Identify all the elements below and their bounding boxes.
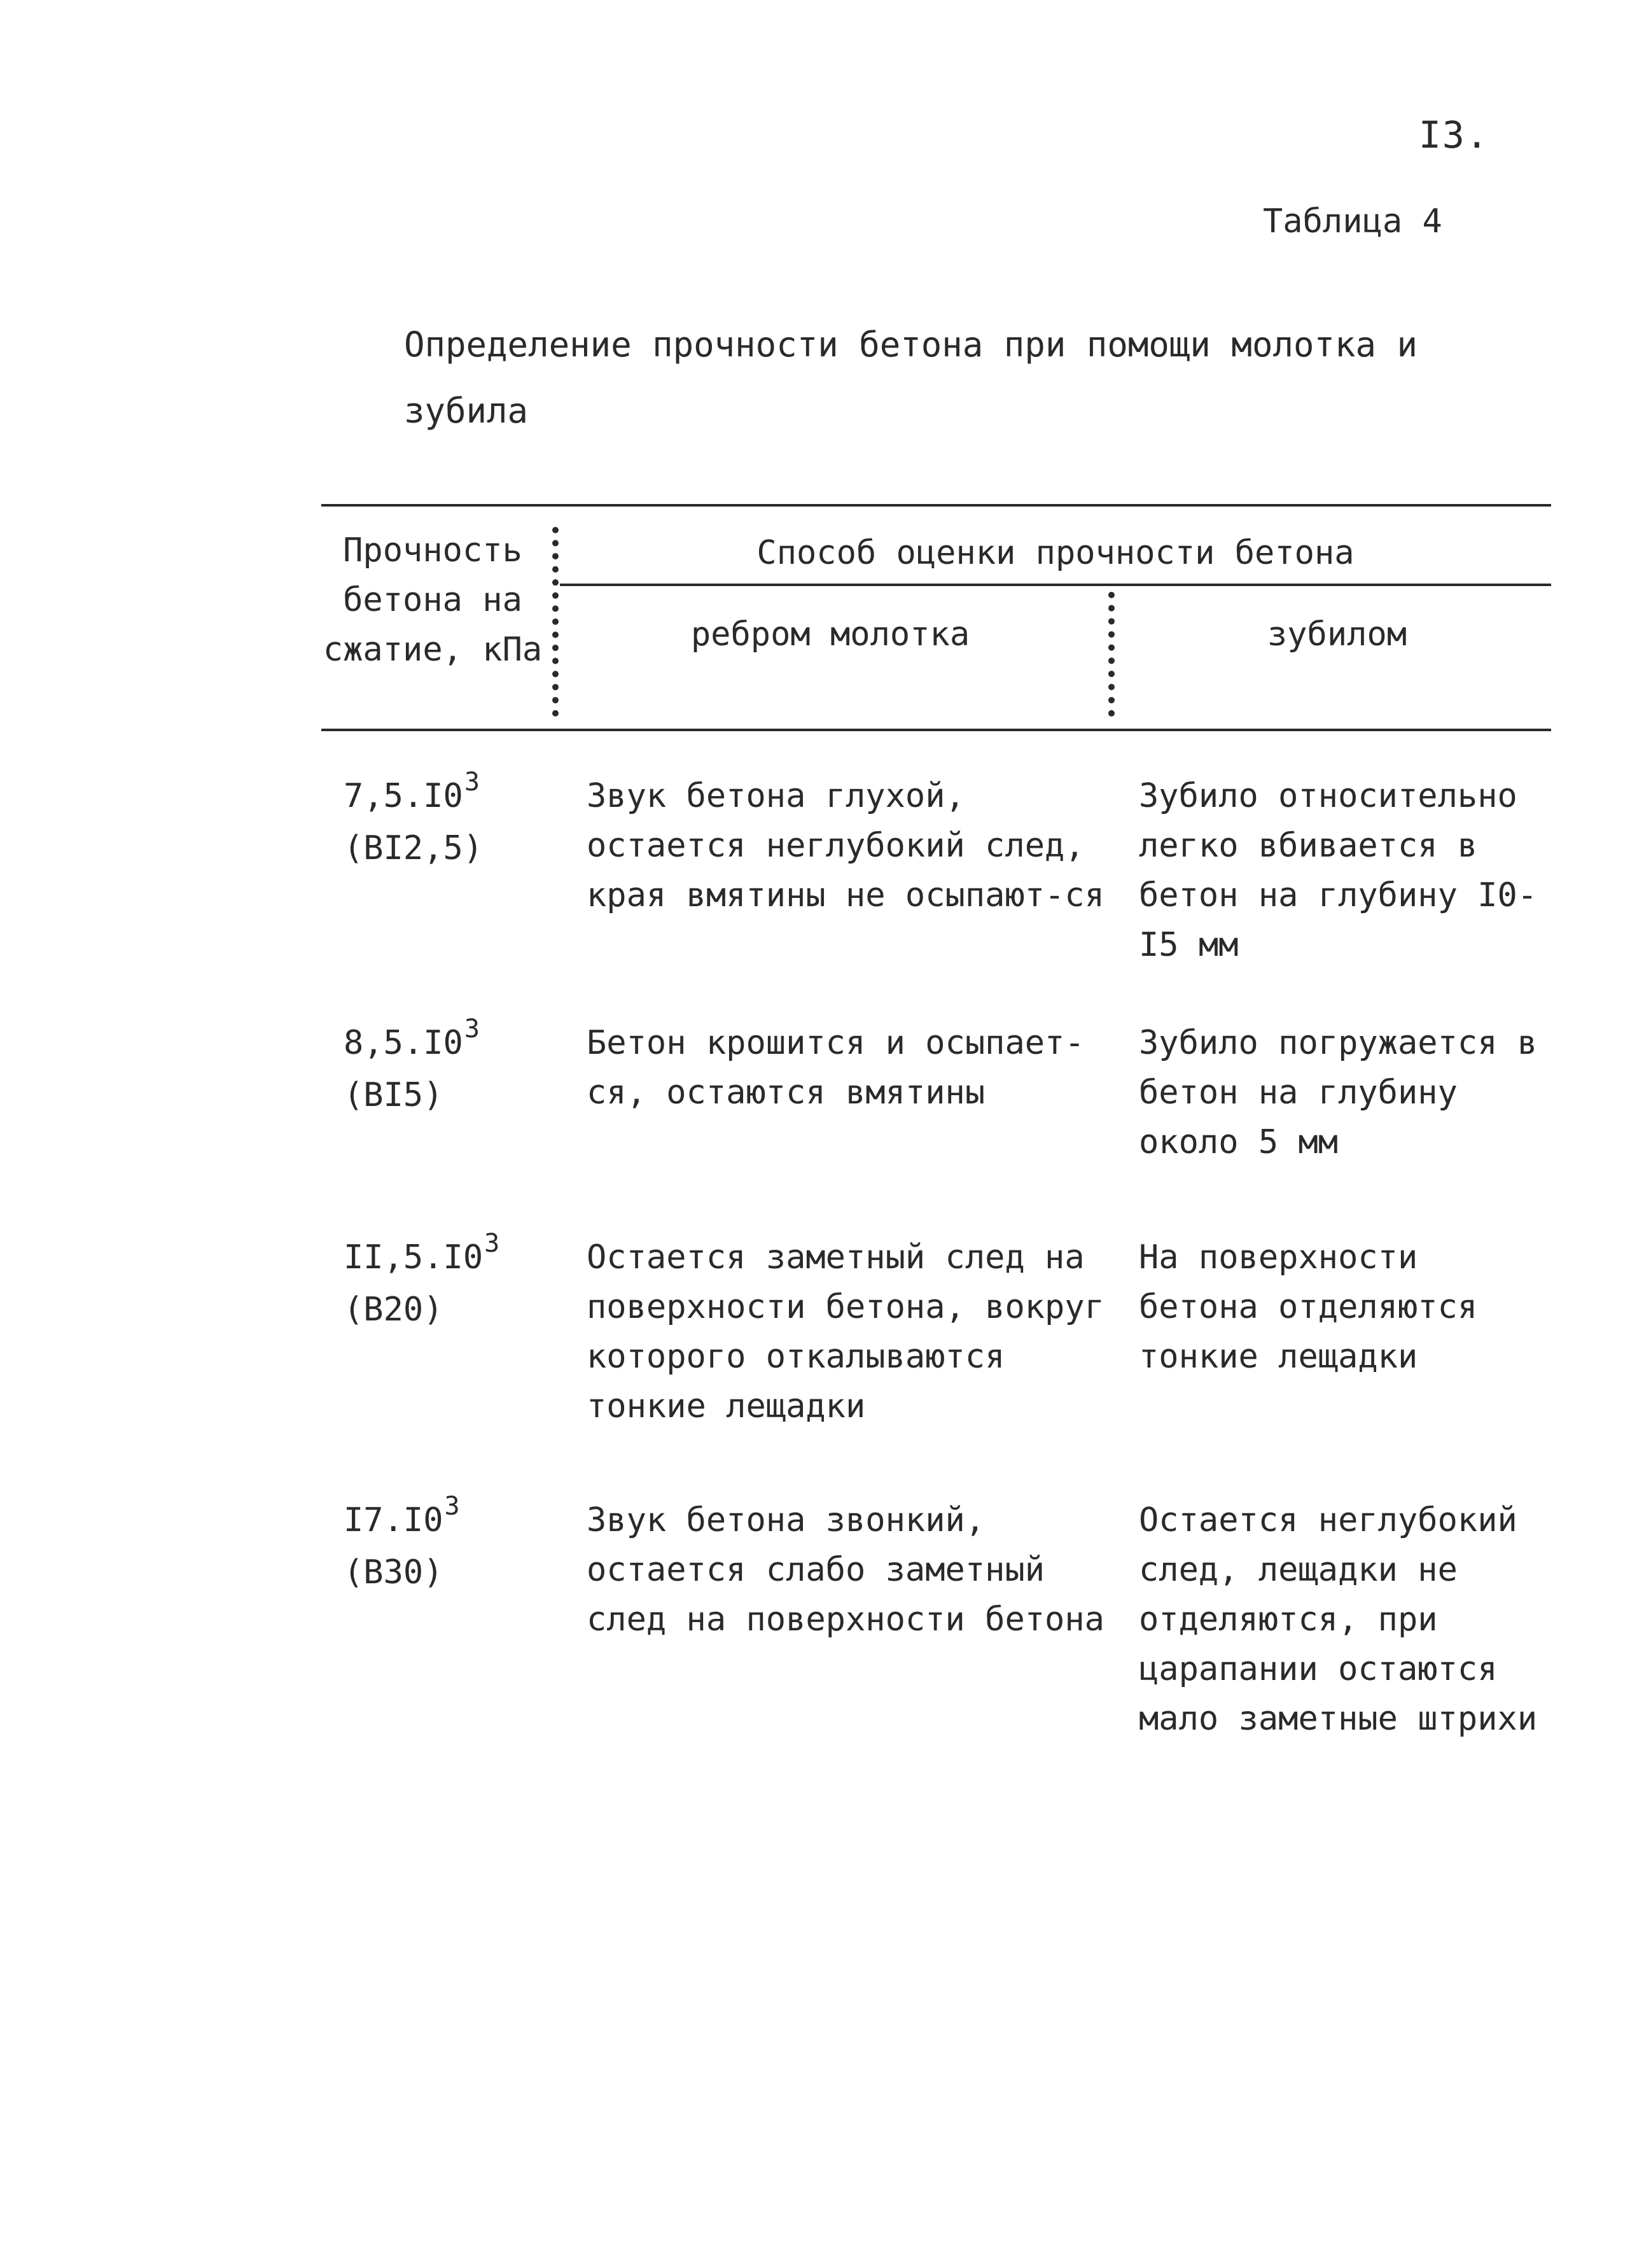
hammer-cell: Звук бетона глухой, остается неглубокий след, края вмятины не осыпают-ся — [587, 777, 1104, 914]
strength-value: II,5.I0 — [344, 1238, 484, 1277]
table-caption: Определение прочности бетона при помощи молотка и зубила — [404, 325, 1418, 431]
concrete-class: (B30) — [344, 1553, 443, 1592]
hammer-cell: Звук бетона звонкий, остается слабо заметный след на поверхности бетона — [587, 1501, 1104, 1639]
hammer-cell: Бетон крошится и осыпает-ся, остаются вмятины — [587, 1024, 1085, 1112]
strength-exponent: 3 — [464, 767, 480, 797]
table-label: Таблица 4 — [1263, 202, 1442, 241]
hammer-cell: Остается заметный след на поверхности бетона, вокруг которого откалываются тонкие лещадки — [587, 1238, 1104, 1425]
chisel-cell: На поверхности бетона отделяются тонкие лещадки — [1139, 1238, 1478, 1376]
header-dotted-separator-2 — [1108, 592, 1115, 717]
header-col-chisel: зубилом — [1267, 615, 1407, 654]
chisel-cell: Зубило погружается в бетон на глубину около 5 мм — [1139, 1024, 1538, 1161]
header-group-method: Способ оценки прочности бетона — [756, 534, 1355, 572]
strength-exponent: 3 — [484, 1229, 500, 1258]
strength-cell — [344, 1492, 547, 1597]
strength-cell — [344, 1229, 560, 1334]
strength-cell — [344, 1014, 547, 1120]
concrete-class: (B20) — [344, 1291, 443, 1329]
header-bottom-rule — [321, 729, 1551, 731]
concrete-class: (BI5) — [344, 1076, 443, 1114]
table-top-rule — [321, 504, 1551, 507]
strength-exponent: 3 — [444, 1492, 460, 1521]
concrete-class: (BI2,5) — [344, 829, 484, 867]
header-group-rule — [560, 584, 1551, 586]
header-col-hammer: ребром молотка — [690, 615, 970, 654]
chisel-cell: Зубило относительно легко вбивается в бетон на глубину I0-I5 мм — [1139, 777, 1538, 964]
page-number: I3. — [1419, 113, 1489, 157]
header-dotted-separator-1 — [552, 527, 559, 717]
strength-value: 7,5.I0 — [344, 777, 463, 815]
strength-value: I7.I0 — [344, 1501, 443, 1539]
strength-cell — [344, 767, 547, 873]
strength-exponent: 3 — [464, 1014, 480, 1044]
strength-value: 8,5.I0 — [344, 1024, 463, 1062]
header-col-strength: Прочность бетона на сжатие, кПа — [323, 531, 543, 669]
chisel-cell: Остается неглубокий след, лещадки не отделяются, при царапании остаются мало заметные штрихи — [1139, 1501, 1538, 1738]
